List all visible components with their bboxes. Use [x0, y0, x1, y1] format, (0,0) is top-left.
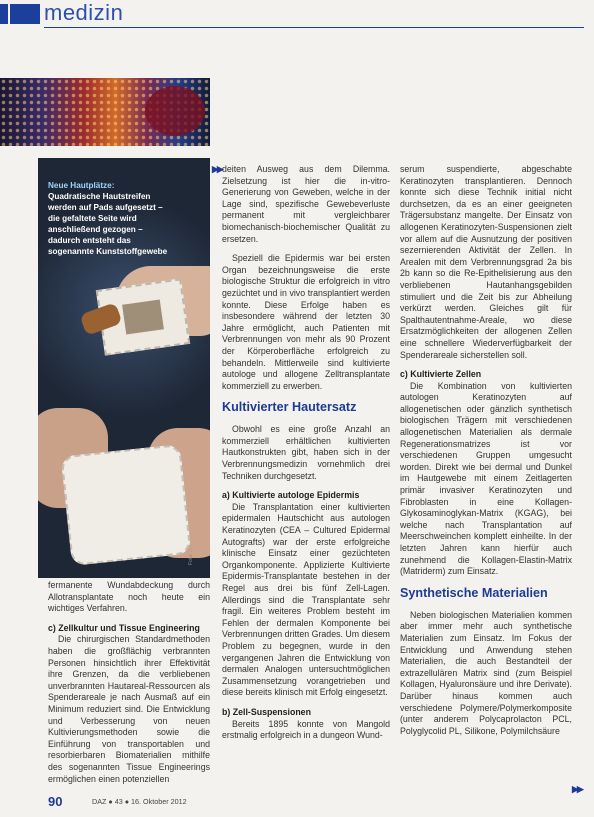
article-column-1	[48, 580, 210, 793]
article-column-2	[222, 164, 390, 750]
double-arrow-right-icon: ▶▶	[572, 784, 582, 794]
subheading: b) Zell-Suspensionen	[222, 706, 311, 717]
paragraph: fermanente Wundabdeckung durch Allotransplantate noch heute ein wichtiges Verfahren.	[48, 580, 210, 614]
subheading: c) Zellkultur und Tissue Engineering	[48, 622, 200, 633]
subheading: a) Kultivierte autologe Epidermis	[222, 490, 360, 501]
paragraph: Die Kombination von kultivierten autologen Keratinozyten auf allogenetischen oder gänzlich synthetisch biologischen Trägern mit verschiedenen allogenetischen Materialien als dermale Regenerationsmatrizes ist vor verschiedenen Gruppen umgesucht worden. Direkt wie bei dermal und Dunkel im Hautgewebe mit einem Zeitlagerten primär invasiver Keratinozyten und Fibroblasten in eine Kollagen-Glykosaminoglykan-Matrix (KGAG), bei welche nach Transplantation auf Meerschweinchen komplett einheilte. In der letzten Jahren kann hierfür auch zunehmend die Kollagen-Elastin-Matrix (Matriderm) zum Einsatz.	[400, 380, 572, 577]
paragraph: Bereits 1895 konnte von Mangold erstmalig erfolgreich in a dungeon Wund-	[222, 718, 390, 741]
publication-info: DAZ ● 43 ● 16. Oktober 2012	[92, 797, 187, 806]
subheading: c) Kultivierte Zellen	[400, 369, 482, 380]
photo-caption	[48, 180, 168, 257]
photo-credit: Foto: ...	[188, 548, 194, 565]
paragraph: Speziell die Epidermis war bei ersten Organ bezeichnungsweise die erste biologische Struktur die erfolgreich in vitro gezüchtet und in vivo transplantiert werden konnte. Diese Erfolge haben es insbesondere während der letzten 30 Jahre ermöglicht, auch Patienten mit Verbrennungen von mehr als 90 Prozent der Körperoberfläche erfolgreich zu behandeln. Mittlerweile sind kultivierte autologe und allogene Zelltransplantate kommerziell zu erwerben.	[222, 253, 390, 391]
header-block-icon	[10, 4, 40, 24]
article-column-3	[400, 164, 572, 745]
paragraph: Die chirurgischen Standardmethoden haben die großflächig verbrannten Personen hinsichtlich ihrer Effektivität ihre Grenzen, da die verbliebenen unverbrannten Hautareal-Ressourcen als Spenderareale je nach Ausmaß auf ein Minimum reduziert sind. Die Entwicklung und Verbesserung von neuen Kultivierungsmethoden sowie die Einführung von transportablen und resorbierbaren Biomaterialien mithilfe des sogenannten Tissue Engineerings ermöglichen einen potenziellen	[48, 634, 210, 784]
paragraph: Neben biologischen Materialien kommen aber immer mehr auch synthetische Materialien zum Einsatz. Im Fokus der Entwicklung und Anwendung stehen Materialien, die auch Bestandteil der extrazellulären Matrix sind (zum Beispiel Kollagen, Hyaluronsäure und ihre Derivate). Darüber hinaus kommen auch verschiedene Polymere/Polymerkomposite (unter anderem Polycaprolacton PCL, Polyglycolid PL, Silikone, Polymilchsäure	[400, 609, 572, 736]
photo-mesh-graft	[61, 444, 192, 566]
section-header	[0, 0, 594, 30]
microscope-photo	[0, 78, 210, 146]
section-title: medizin	[44, 0, 124, 25]
paragraph: serum suspendierte, abgeschabte Keratinozyten transplantieren. Dennoch konnte sich diese Technik initial nicht durchsetzen, da es an einer geeigneten Trägersubstanz mangelte. Der Einsatz von allogenen Keratinozyten-Suspensionen zielt vor allem auf die Ausnutzung der positiven sezernierenden Aktivität der Zellen. In Arealen mit dem Verbrennungsgrad 2a bis 2b kann so die Re-Epithelisierung aus den verbliebenen Hautanhangsgebilden stimuliert und die Zeit bis zur Abheilung verkürzt werden. Gleiches gilt für Spalthautentnahme-Areale, wo diese Ersatzmöglichkeiten der allogenen Zellen eine schnellere Wiederverfügbarkeit der Spenderareale sicherstellen soll.	[400, 164, 572, 360]
section-heading: Kultivierter Hautersatz	[222, 400, 357, 415]
section-heading: Synthetische Materialien	[400, 585, 548, 600]
double-arrow-right-icon: ▶▶	[212, 164, 222, 174]
caption-title: Neue Hautplätze:	[48, 181, 115, 190]
photo-skin-sample	[122, 300, 164, 335]
paragraph: deiten Ausweg aus dem Dilemma. Zielsetzung ist hier die in-vitro-Generierung von Geweben, welche in der Lage sind, spezifische Gewebeverluste permanent mit vergleichbarer biomechanisch-biochemischer Qualität zu ersetzen.	[222, 164, 390, 244]
paragraph: Die Transplantation einer kultivierten epidermalen Hautschicht aus autologen Keratinozyten (CEA – Cultured Epidermal Autografts) war der erste erfolgreiche klinische Einsatz einer gezüchteten Organkomponente. Applizierte Kultivierte Epidermis-Transplantate bestehen in der Regel aus drei bis fünf Zell-Lagen. Allerdings sind die Transplantate sehr fragil. Ein weiteres Problem besteht im Fehlen der dermalen Komponente bei Verbrennungen dritten Grades. Um diesem Problem zu begegnen, wurde in den vergangenen Jahren die Entwicklung von dermalen Analogen untersuchtmöglichen Zusammensetzung vorangetrieben und diese bereits klinisch mit Erfolg eingesetzt.	[222, 501, 390, 698]
photo-cell-cluster	[145, 86, 205, 136]
paragraph: Obwohl es eine große Anzahl an kommerziell erhältlichen kultivierten Hautkonstrukten gibt, haben sich in der Verbrennungsmedizin vornehmlich drei Techniken durchgesetzt.	[222, 424, 390, 481]
caption-text: Quadratische Hautstreifen werden auf Pads aufgesetzt – die gefaltete Seite wird anschließend gezogen – dadurch entsteht das sogenannte Kunststoffgewebe	[48, 192, 168, 256]
page-number: 90	[48, 794, 63, 809]
page-footer	[48, 794, 588, 810]
header-block-icon	[0, 4, 8, 24]
header-rule	[44, 27, 584, 28]
